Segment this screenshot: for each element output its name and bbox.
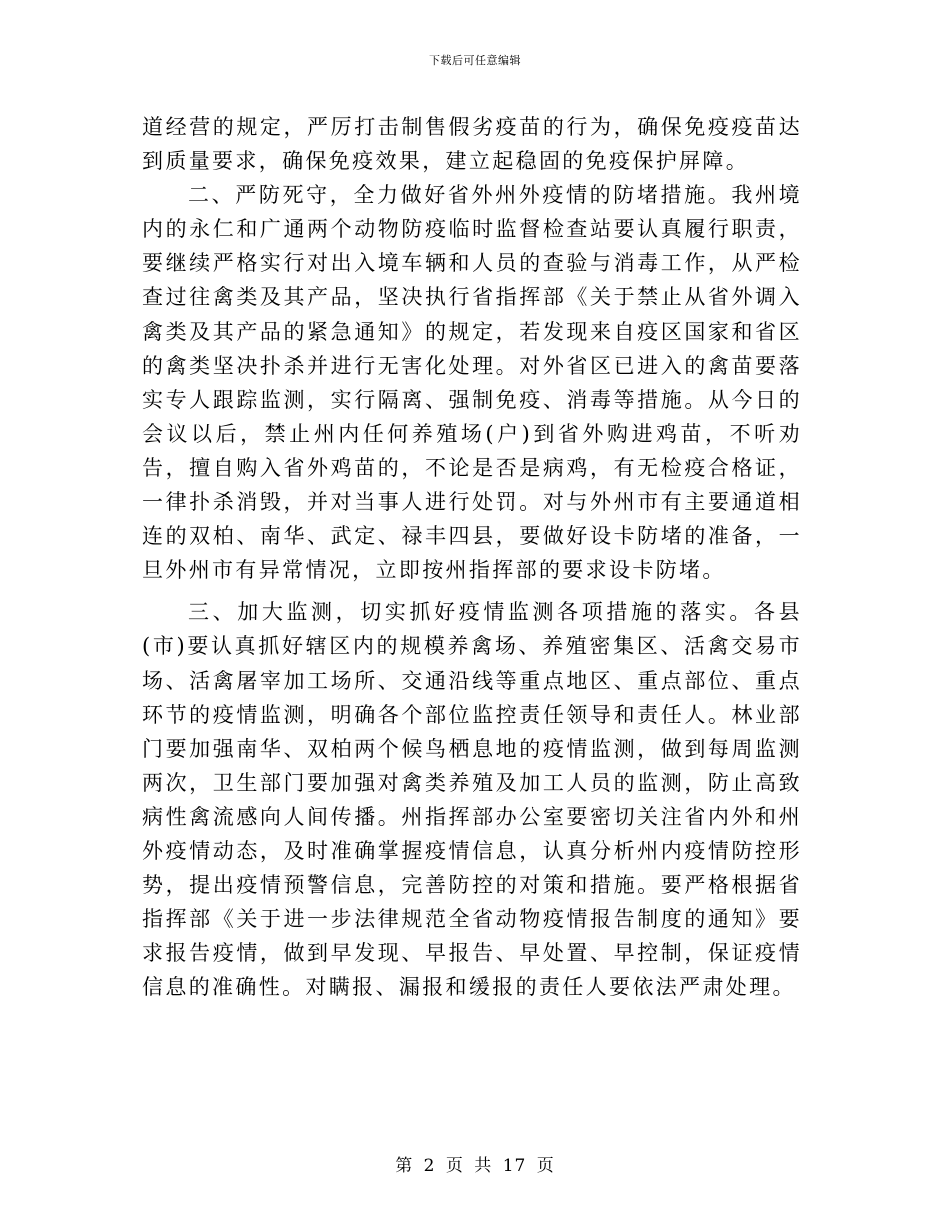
paragraph-gap	[142, 587, 802, 595]
document-body	[142, 110, 802, 1004]
paragraph-section-two: 二、严防死守，全力做好省外州外疫情的防堵措施。我州境内的永仁和广通两个动物防疫临时监督检查站要认真履行职责，要继续严格实行对出入境车辆和人员的查验与消毒工作，从严检查过往禽类及其产品，坚决执行省指挥部《关于禁止从省外调入禽类及其产品的紧急通知》的规定，若发现来自疫区国家和省区的禽类坚决扑杀并进行无害化处理。对外省区已进入的禽苗要落实专人跟踪监测，实行隔离、强制免疫、消毒等措施。从今日的会议以后，禁止州内任何养殖场(户)到省外购进鸡苗，不听劝告，擅自购入省外鸡苗的，不论是否是病鸡，有无检疫合格证，一律扑杀消毁，并对当事人进行处罚。对与外州市有主要通道相连的双柏、南华、武定、禄丰四县，要做好设卡防堵的准备，一旦外州市有异常情况，立即按州指挥部的要求设卡防堵。	[142, 183, 802, 583]
paragraph-continuation: 道经营的规定，严厉打击制售假劣疫苗的行为，确保免疫疫苗达到质量要求，确保免疫效果，建立起稳固的免疫保护屏障。	[142, 115, 802, 174]
page-number: 第 2 页 共 17 页	[395, 1156, 555, 1176]
paragraph-section-three: 三、加大监测，切实抓好疫情监测各项措施的落实。各县(市)要认真抓好辖区内的规模养禽场、养殖密集区、活禽交易市场、活禽屠宰加工场所、交通沿线等重点地区、重点部位、重点环节的疫情监测，明确各个部位监控责任领导和责任人。林业部门要加强南华、双柏两个候鸟栖息地的疫情监测，做到每周监测两次，卫生部门要加强对禽类养殖及加工人员的监测，防止高致病性禽流感向人间传播。州指挥部办公室要密切关注省内外和州外疫情动态，及时准确掌握疫情信息，认真分析州内疫情防控形势，提出疫情预警信息，完善防控的对策和措施。要严格根据省指挥部《关于进一步法律规范全省动物疫情报告制度的通知》要求报告疫情，做到早发现、早报告、早处置、早控制，保证疫情信息的准确性。对瞒报、漏报和缓报的责任人要依法严肃处理。	[142, 600, 802, 1000]
page-header: 下载后可任意编辑	[429, 54, 521, 67]
